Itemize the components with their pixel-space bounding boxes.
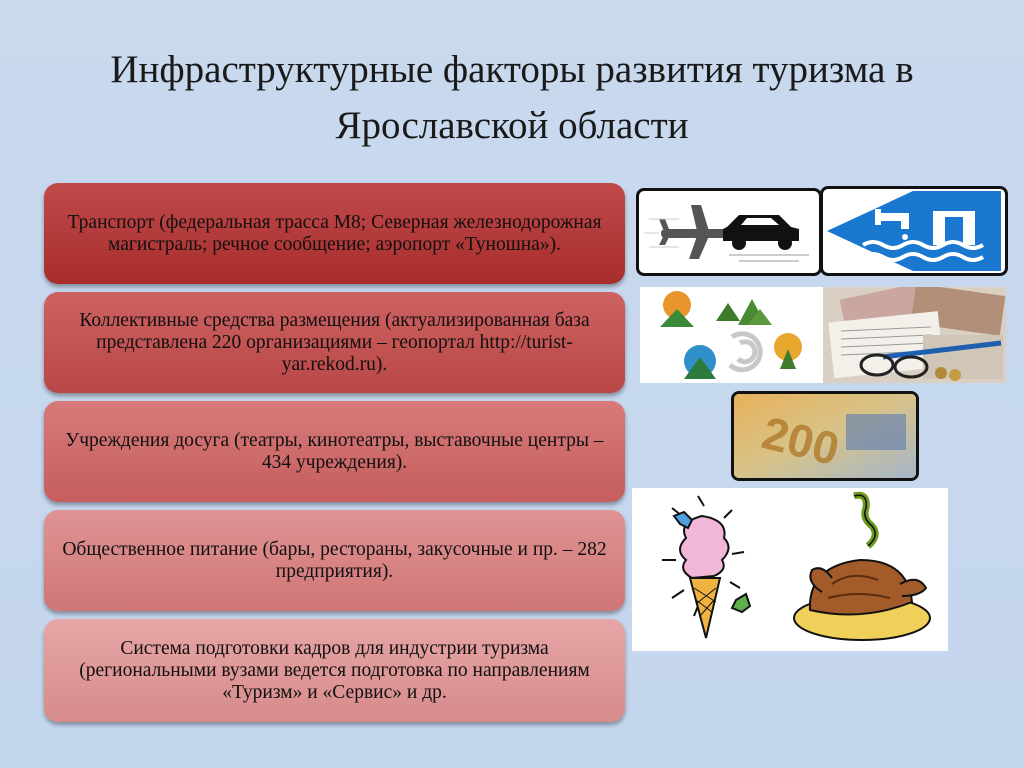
factor-catering-text: Общественное питание (бары, рестораны, закусочные и пр. – 282 предприятия). <box>62 538 607 582</box>
factor-training <box>44 619 625 722</box>
factor-transport <box>44 183 625 284</box>
roast-turkey-icon <box>794 495 930 640</box>
factor-transport-text: Транспорт (федеральная трасса М8; Северная железнодорожная магистраль; речное сообщение; аэропорт «Туношна»). <box>67 211 602 255</box>
factor-leisure-text: Учреждения досуга (театры, кинотеатры, выставочные центры – 434 учреждения). <box>65 429 604 473</box>
factor-training-text: Система подготовки кадров для индустрии туризма (региональными вузами ведется подготовка по направлениям «Туризм» и «Сервис» и др. <box>79 637 590 703</box>
page-title: Инфраструктурные факторы развития туризма в Ярославской области <box>110 48 914 147</box>
water-resort-sign-icon <box>820 186 1008 276</box>
plane-car-sign-icon <box>636 188 822 276</box>
factor-accommodation-text: Коллективные средства размещения (актуализированная база представлена 220 организациями – геопортал http://turist-yar.rekod.ru). <box>79 309 590 375</box>
euro-banknote-icon <box>731 391 919 481</box>
ice-cream-icon <box>662 496 750 638</box>
money-papers-glasses-icon <box>823 287 1006 383</box>
camping-trees-icon <box>640 287 824 383</box>
food-illustration <box>632 488 948 651</box>
factor-catering <box>44 510 625 611</box>
svg-text:200: 200 <box>757 406 845 476</box>
factor-accommodation <box>44 292 625 393</box>
factor-leisure <box>44 401 625 502</box>
